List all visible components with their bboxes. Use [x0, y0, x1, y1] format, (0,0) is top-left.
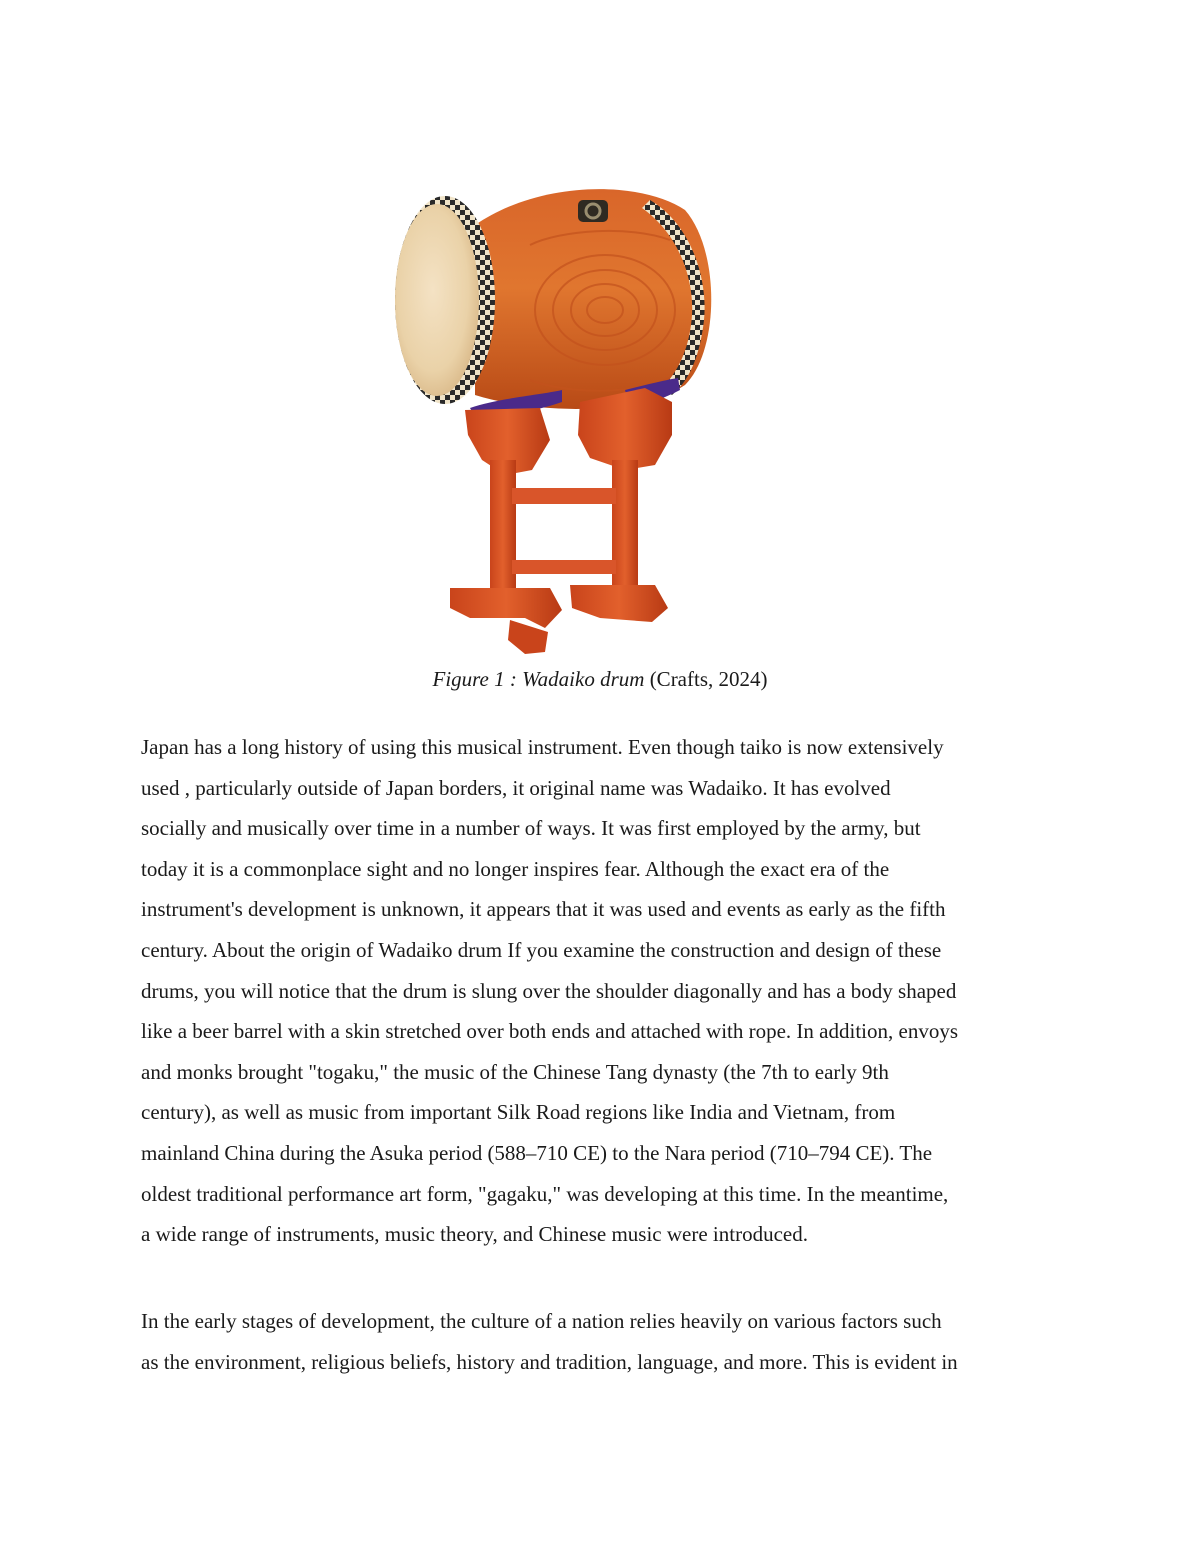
- text-line: Japan has a long history of using this musical instrument. Even though taiko is now extensively: [141, 735, 944, 759]
- text-line: century. About the origin of Wadaiko drum If you examine the construction and design of these: [141, 937, 942, 962]
- figure-caption: [0, 664, 1200, 694]
- text-line: a wide range of instruments, music theory, and Chinese music were introduced.: [141, 1222, 808, 1247]
- figure-caption-citation: (Crafts, 2024): [644, 667, 768, 691]
- text-line: mainland China during the Asuka period (588–710 CE) to the Nara period (710–794 CE). The: [141, 1140, 933, 1165]
- text-line: used , particularly outside of Japan borders, it original name was Wadaiko. It has evolved: [141, 775, 891, 800]
- text-line: today it is a commonplace sight and no longer inspires fear. Although the exact era of the: [141, 856, 890, 881]
- text-line: In the early stages of development, the culture of a nation relies heavily on various factors such: [141, 1309, 942, 1333]
- paragraph-development: [141, 1301, 1071, 1382]
- text-line: and monks brought "togaku," the music of the Chinese Tang dynasty (the 7th to early 9th: [141, 1059, 889, 1084]
- text-line: oldest traditional performance art form, "gagaku," was developing at this time. In the meantime,: [141, 1181, 949, 1206]
- wadaiko-drum-image: [300, 140, 820, 660]
- text-line: century), as well as music from important Silk Road regions like India and Vietnam, from: [141, 1100, 896, 1125]
- text-line: as the environment, religious beliefs, history and tradition, language, and more. This is evident in: [141, 1349, 958, 1374]
- text-line: drums, you will notice that the drum is slung over the shoulder diagonally and has a body shaped: [141, 978, 957, 1003]
- paragraph-history: [141, 727, 1071, 1255]
- text-line: socially and musically over time in a number of ways. It was first employed by the army, but: [141, 816, 921, 841]
- text-line: like a beer barrel with a skin stretched over both ends and attached with rope. In addition, envoys: [141, 1019, 958, 1044]
- figure-caption-label: Figure 1 : Wadaiko drum: [432, 667, 645, 691]
- text-line: instrument's development is unknown, it appears that it was used and events as early as the fifth: [141, 897, 946, 922]
